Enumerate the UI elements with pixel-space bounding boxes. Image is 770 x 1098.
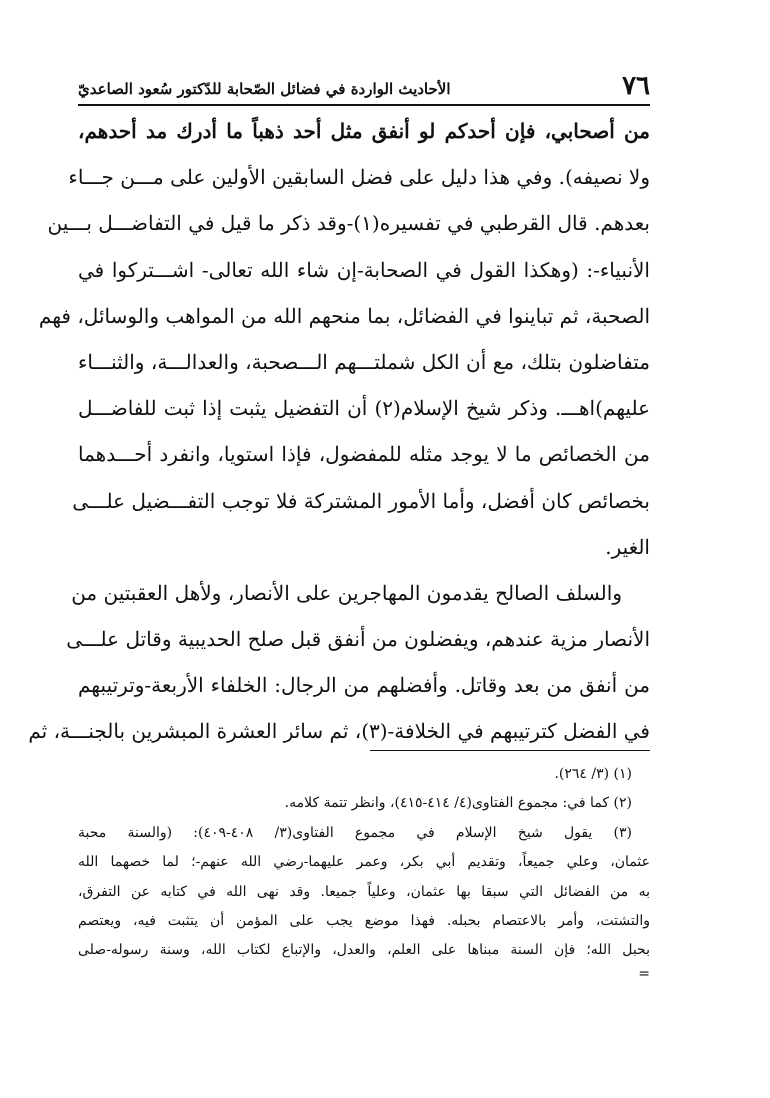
text-line: الأنبياء-: (وهكذا القول في الصحابة-إن شاء الله تعالى- اشـــتركوا في (78, 257, 650, 282)
footnote-line: به من الفضائل التي سبقا بها عثمان، وعلياً جميعا. وقد نهى الله في كتابه عن التفرق، (78, 883, 650, 900)
main-text (28, 108, 650, 755)
text-line: والسلف الصالح يقدمون المهاجرين على الأنصار، ولأهل العقبتين من (71, 580, 622, 605)
footnote-line: (٣) يقول شيخ الإسلام في مجموع الفتاوى(٣/ ٤٠٨-٤٠٩): (والسنة محبة (78, 824, 632, 841)
page-header (78, 72, 650, 100)
text-line: الغير. (605, 534, 650, 559)
text-line: الصحبة، ثم تباينوا في الفضائل، بما منحهم الله من المواهب والوسائل، فهم (38, 303, 650, 328)
running-title: الأحاديث الواردة في فضائل الصّحابة للدّكتور سُعود الصاعديّ (78, 80, 451, 98)
text-line: ولا نصيفه). وفي هذا دليل على فضل السابقين الأولين على مـــن جـــاء (68, 165, 650, 190)
footnote-line: والتشتت، وأمر بالاعتصام بحبله. فهذا موضع يجب على المؤمن أن يتثبت فيه، ويعتصم (78, 912, 650, 929)
text-line: من أصحابي، فإن أحدكم لو أنفق مثل أحد ذهباً ما أدرك مد أحدهم، (78, 119, 650, 143)
text-line: في الفضل كترتيبهم في الخلافة-(٣)، ثم سائر العشرة المبشرين بالجنـــة، ثم (28, 719, 650, 744)
text-line: من أنفق من بعد وقاتل. وأفضلهم من الرجال: الخلفاء الأربعة-وترتيبهم (78, 673, 650, 698)
footnote-line: بحبل الله؛ فإن السنة مبناها على العلم، والعدل، والإتباع لكتاب الله، وسنة رسوله-صلى (78, 942, 650, 959)
text-line: من الخصائص ما لا يوجد مثله للمفضول، فإذا استويا، وانفرد أحـــدهما (78, 442, 650, 467)
text-line: الأنصار مزية عندهم، ويفضلون من أنفق قبل صلح الحديبية وقاتل علـــى (66, 627, 650, 652)
footnote-line: (١) (٣/ ٢٦٤). (554, 766, 632, 782)
text-line: متفاضلون بتلك، مع أن الكل شملتـــهم الـــصحبة، والعدالـــة، والثنـــاء (78, 349, 650, 374)
footnote-separator (370, 750, 650, 751)
footnote-line: (٢) كما في: مجموع الفتاوى(٤/ ٤١٤-٤١٥)، وانظر تتمة كلامه. (284, 795, 632, 812)
text-line: بعدهم. قال القرطبي في تفسيره(١)-وقد ذكر ما قيل في التفاضـــل بـــين (47, 211, 650, 236)
header-rule (78, 104, 650, 106)
text-line: عليهم)اهـــ. وذكر شيخ الإسلام(٢) أن التفضيل يثبت إذا ثبت للفاضـــل (78, 396, 650, 421)
text-line: بخصائص كان أفضل، وأما الأمور المشتركة فلا توجب التفـــضيل علـــى (72, 488, 650, 513)
page-number: ٧٦ (622, 71, 650, 101)
continuation-mark: = (638, 965, 650, 982)
footnote-line: عثمان، وعلي جميعاً، وتقديم أبي بكر، وعمر عليهما-رضي الله عنهم-؛ لما خصهما الله (78, 854, 650, 871)
footnotes (78, 760, 650, 982)
